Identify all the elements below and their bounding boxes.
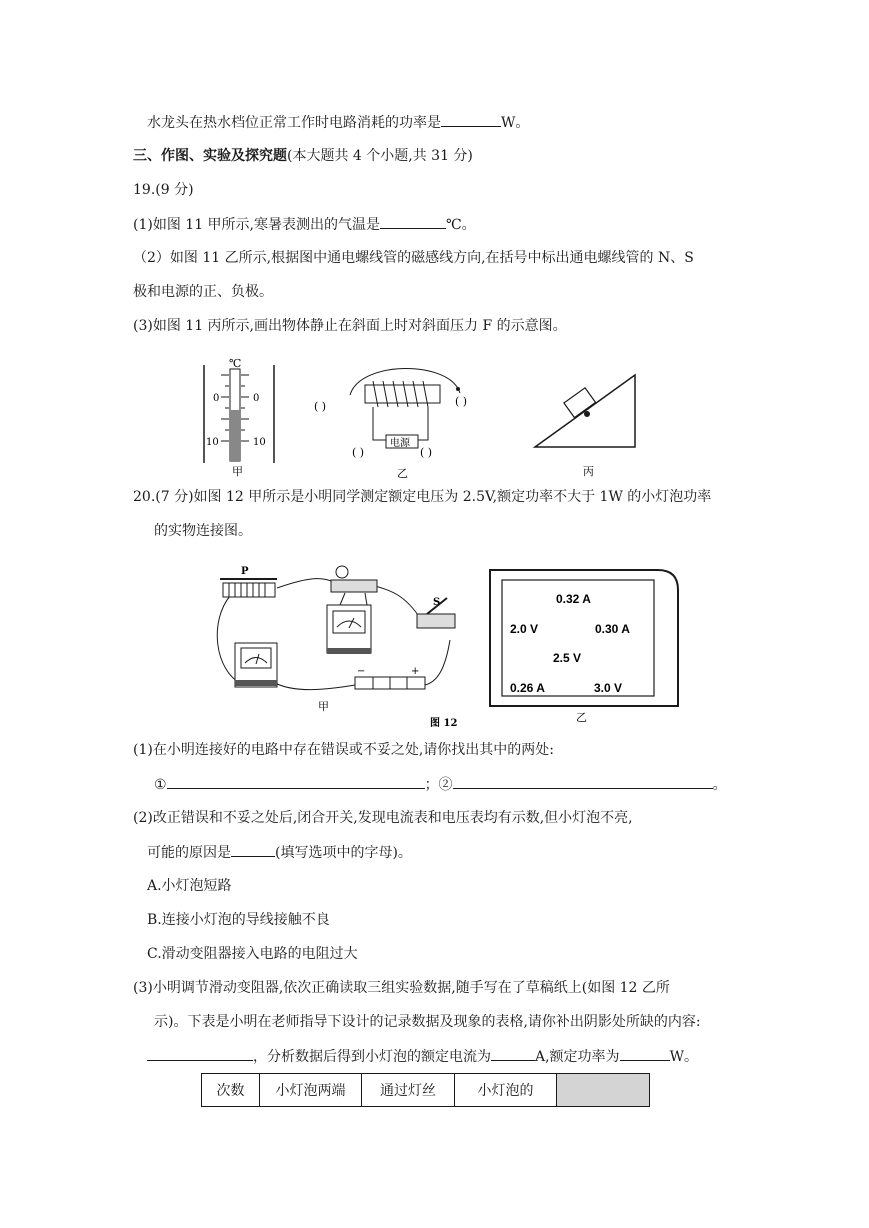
caption-jia-12: 甲 [318,700,329,713]
battery-minus: − [357,666,366,677]
table-header-cell: 小灯泡的 [455,1074,557,1107]
record-table [201,1073,650,1107]
q19-part2-line2: 极和电源的正、负极。 [133,284,273,300]
answer-blank-shaded[interactable] [147,1046,253,1061]
thermometer-tick-0-left: 0 [213,393,220,404]
figure-12-circuit [205,560,470,732]
incline-figure [535,375,635,478]
question-19-number: 19.(9 分) [133,182,194,198]
draft-value-2: 2.0 V [510,622,539,636]
q20-part3-text-1: ，分析数据后得到小灯泡的额定电流为 [253,1049,491,1065]
source-right-paren: ( ) [420,446,433,459]
caption-bing: 丙 [583,465,594,478]
q20-part2-line2 [147,842,412,863]
option-a: A.小灯泡短路 [147,878,232,894]
section-title: 三、作图、实验及探究题 [133,148,287,164]
figure-12-draft-paper [488,568,683,723]
unit-text: ℃。 [446,217,476,233]
power-source-label: 电源 [390,438,410,449]
section-3-heading [133,146,473,166]
figure-12-title: 图 12 [430,718,458,729]
q20-part2-text: 可能的原因是 [147,845,231,861]
thermometer-unit: ℃ [229,357,242,370]
shaded-header-cell[interactable] [557,1074,650,1107]
period-text: 。 [712,777,727,793]
draft-value-3: 0.30 A [595,622,630,636]
answer-blank-error-1[interactable] [167,774,425,789]
answer-blank-error-2[interactable] [453,774,713,789]
unit-text: W。 [501,115,530,131]
answer-blank-reason[interactable] [231,842,275,857]
caption-yi: 乙 [397,467,408,480]
section-note: (本大题共 4 个小题,共 31 分) [287,148,473,164]
thermometer-figure [204,357,274,478]
power-question-line [147,112,529,133]
blank-separator: ；② [424,777,453,793]
source-left-paren: ( ) [352,446,365,459]
power-question-text: 水龙头在热水档位正常工作时电路消耗的功率是 [147,115,441,131]
blank-marker-1: ① [154,777,167,793]
q20-part3-line3 [147,1046,698,1067]
draft-value-1: 0.32 A [556,592,591,606]
q20-part1: (1)在小明连接好的电路中存在错误或不妥之处,请你找出其中的两处: [133,742,554,758]
thermometer-tick-10-left: 10 [206,437,219,448]
battery-plus: + [411,666,420,677]
caption-yi-12: 乙 [576,711,587,723]
q20-part2-line1: (2)改正错误和不妥之处后,闭合开关,发现电流表和电压表均有示数,但小灯泡不亮, [133,810,633,826]
option-b: B.连接小灯泡的导线接触不良 [147,912,330,928]
q20-part3-line2: 示)。下表是小明在老师指导下设计的记录数据及现象的表格,请你补出阴影处所缺的内容: [154,1014,701,1030]
figure-11 [190,355,660,480]
draft-value-4: 2.5 V [553,651,582,665]
table-header-cell: 小灯泡两端 [260,1074,362,1107]
q19-part3: (3)如图 11 丙所示,画出物体静止在斜面上时对斜面压力 F 的示意图。 [133,318,567,334]
answer-blank-current[interactable] [491,1046,535,1061]
q20-part3-line1: (3)小明调节滑动变阻器,依次正确读取三组实验数据,随手写在了草稿纸上(如图 12 乙所 [133,980,670,996]
q20-line2: 的实物连接图。 [154,523,252,539]
answer-blank-rated-power[interactable] [620,1046,670,1061]
table-header-cell: 通过灯丝 [362,1074,455,1107]
switch-label: S [433,597,441,608]
q19-part1-text: (1)如图 11 甲所示,寒暑表测出的气温是 [133,217,380,233]
solenoid-right-paren: ( ) [455,395,468,408]
solenoid-left-paren: ( ) [314,400,327,413]
answer-blank-power[interactable] [441,112,501,127]
caption-jia: 甲 [232,465,243,478]
answer-blank-temperature[interactable] [380,214,446,229]
q20-part3-text-2: A,额定功率为 [535,1049,620,1065]
q20-line1: 20.(7 分)如图 12 甲所示是小明同学测定额定电压为 2.5V,额定功率不大于 1W 的小灯泡功率 [133,489,712,505]
solenoid-figure [314,368,467,480]
unit-text: W。 [669,1049,698,1065]
option-c: C.滑动变阻器接入电路的电阻过大 [147,946,358,962]
q19-part2-line1: （2）如图 11 乙所示,根据图中通电螺线管的磁感线方向,在括号中标出通电螺线管的 N、S [133,250,694,266]
rheostat-label: P [241,566,249,577]
draft-value-6: 3.0 V [594,681,623,695]
table-header-row [202,1074,650,1107]
thermometer-tick-0-right: 0 [253,393,260,404]
thermometer-tick-10-right: 10 [253,437,266,448]
q20-part2-note: (填写选项中的字母)。 [275,845,412,861]
q20-part1-blanks [154,774,727,795]
q19-part1 [133,214,476,235]
draft-value-5: 0.26 A [510,681,545,695]
table-header-cell: 次数 [202,1074,260,1107]
